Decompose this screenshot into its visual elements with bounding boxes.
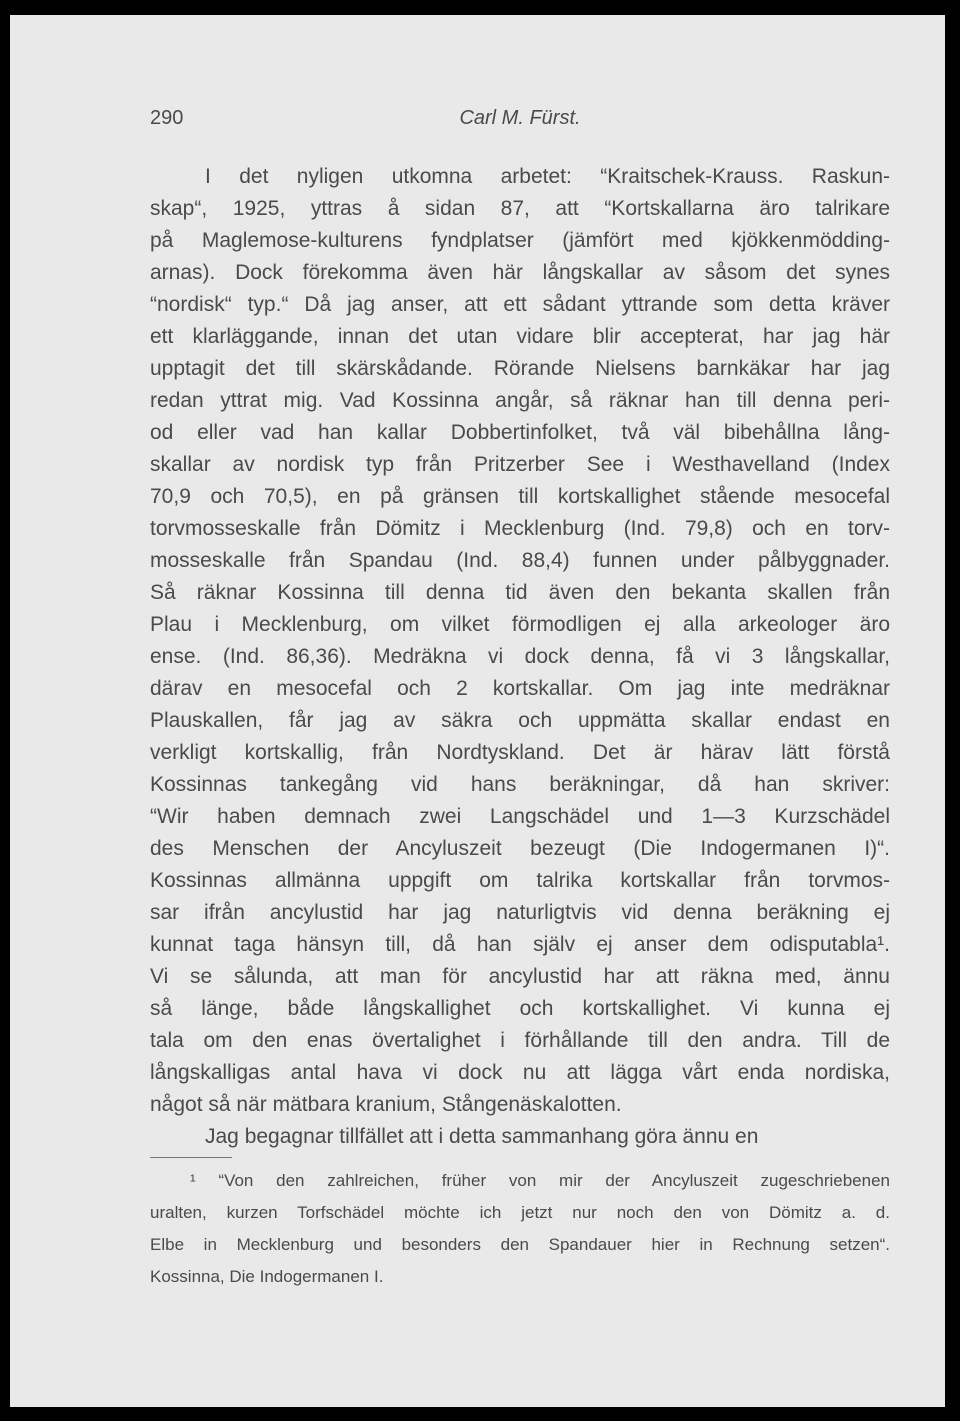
body-text — [150, 161, 890, 1153]
body-line: Jag begagnar tillfället att i detta sammanhang göra ännu en — [205, 1125, 759, 1148]
footnote-divider — [150, 1157, 232, 1158]
body-line: skallar av nordisk typ från Pritzerber See i Westhavelland (Index — [150, 453, 890, 476]
body-line: Så räknar Kossinna till denna tid även den bekanta skallen från — [150, 581, 890, 604]
page-number: 290 — [150, 107, 184, 129]
body-line: Kossinnas tankegång vid hans beräkningar, då han skriver: — [150, 773, 890, 796]
body-line: sar ifrån ancylustid har jag naturligtvis vid denna beräkning ej — [150, 901, 890, 924]
body-line: redan yttrat mig. Vad Kossinna angår, så räknar han till denna peri- — [150, 389, 890, 412]
body-line: så länge, både långskallighet och kortskallighet. Vi kunna ej — [150, 997, 890, 1020]
body-line: “nordisk“ typ.“ Då jag anser, att ett sådant yttrande som detta kräver — [150, 293, 890, 316]
footnote — [150, 1165, 890, 1293]
body-line: skap“, 1925, yttras å sidan 87, att “Kortskallarna äro talrikare — [150, 197, 890, 220]
scanned-page — [10, 15, 945, 1407]
body-line: od eller vad han kallar Dobbertinfolket, två väl bibehållna lång- — [150, 421, 890, 444]
body-line: ett klarläggande, innan det utan vidare blir accepterat, har jag här — [150, 325, 890, 348]
body-line: I det nyligen utkomna arbetet: “Kraitschek-Krauss. Raskun- — [205, 165, 890, 188]
footnote-line: ¹ “Von den zahlreichen, früher von mir der Ancyluszeit zugeschriebenen — [190, 1171, 890, 1190]
body-line: något så när mätbara kranium, Stångenäskalotten. — [150, 1093, 622, 1116]
body-line: des Menschen der Ancyluszeit bezeugt (Die Indogermanen I)“. — [150, 837, 890, 860]
body-line: Kossinnas allmänna uppgift om talrika kortskallar från torvmos- — [150, 869, 890, 892]
body-line: torvmosseskalle från Dömitz i Mecklenburg (Ind. 79,8) och en torv- — [150, 517, 890, 540]
footnote-line: Kossinna, Die Indogermanen I. — [150, 1267, 384, 1286]
body-line: “Wir haben demnach zwei Langschädel und 1—3 Kurzschädel — [150, 805, 890, 828]
body-line: därav en mesocefal och 2 kortskallar. Om jag inte medräknar — [150, 677, 890, 700]
body-line: 70,9 och 70,5), en på gränsen till kortskallighet stående mesocefal — [150, 485, 890, 508]
body-line: Plau i Mecklenburg, om vilket förmodligen ej alla arkeologer äro — [150, 613, 890, 636]
running-header-author: Carl M. Fürst. — [459, 107, 581, 129]
body-line: mosseskalle från Spandau (Ind. 88,4) funnen under pålbyggnader. — [150, 549, 890, 572]
body-line: tala om den enas övertalighet i förhållande till den andra. Till de — [150, 1029, 890, 1052]
body-line: långskalligas antal hava vi dock nu att lägga vårt enda nordiska, — [150, 1061, 890, 1084]
body-line: arnas). Dock förekomma även här långskallar av såsom det synes — [150, 261, 890, 284]
body-line: Vi se sålunda, att man för ancylustid har att räkna med, ännu — [150, 965, 890, 988]
footnote-line: Elbe in Mecklenburg und besonders den Spandauer hier in Rechnung setzen“. — [150, 1235, 890, 1254]
footnote-line: uralten, kurzen Torfschädel möchte ich jetzt nur noch den von Dömitz a. d. — [150, 1203, 890, 1222]
body-line: ense. (Ind. 86,36). Medräkna vi dock denna, få vi 3 långskallar, — [150, 645, 890, 668]
body-line: kunnat taga hänsyn till, då han själv ej anser dem odisputabla¹. — [150, 933, 890, 956]
body-line: på Maglemose-kulturens fyndplatser (jämfört med kjökkenmödding- — [150, 229, 890, 252]
body-line: Plauskallen, får jag av säkra och uppmätta skallar endast en — [150, 709, 890, 732]
body-line: verkligt kortskallig, från Nordtyskland. Det är härav lätt förstå — [150, 741, 890, 764]
body-line: upptagit det till skärskådande. Rörande Nielsens barnkäkar har jag — [150, 357, 890, 380]
